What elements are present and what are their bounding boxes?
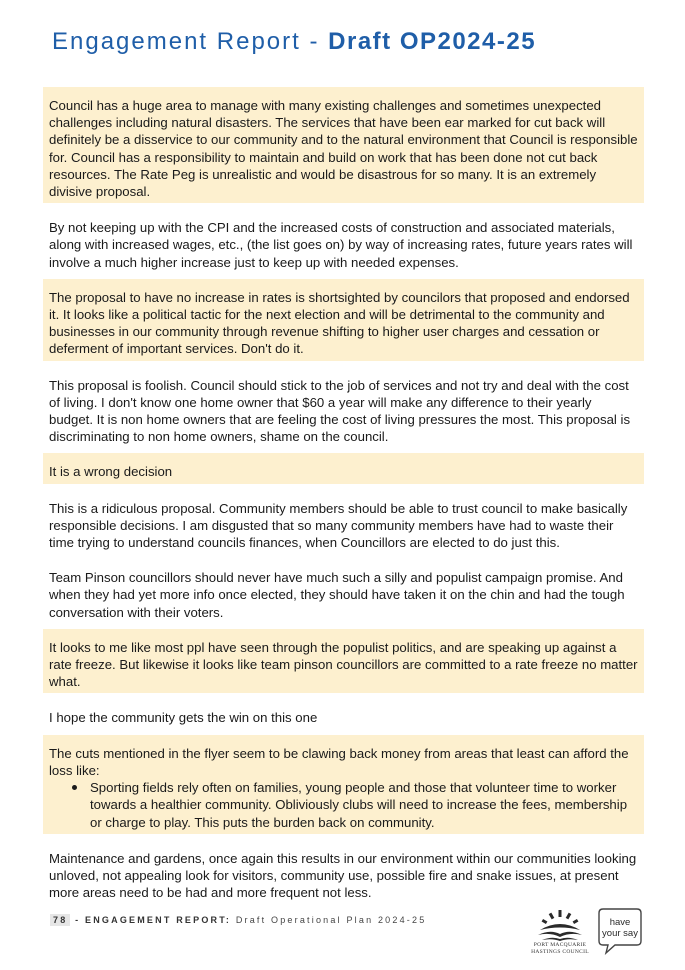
title-bold: Draft OP2024-25 (328, 28, 537, 55)
response-10 (43, 735, 644, 834)
page-footer (50, 915, 426, 925)
response-text: Team Pinson councillors should never have much such a silly and populist campaign promise. And when they had yet more info once elected, they should have taken it on the chin and had the tough conversation with their voters. (49, 570, 625, 620)
council-logo (530, 908, 590, 960)
response-text: This proposal is foolish. Council should stick to the job of services and not try and deal with the cost of living. I don't know one home owner that $60 a year will make any difference to their yearly budget. It is non home owners that are feeling the cost of living pressures the most. This proposal is discriminating to non home owners, shame on the council. (49, 377, 631, 445)
page-number: 78 (50, 914, 70, 926)
response-9 (43, 699, 644, 728)
response-text: It looks to me like most ppl have seen through the populist politics, and are speaking up against a rate freeze. But likewise it looks like team pinson councillors are committed to a rate freeze no matter what. (49, 639, 638, 690)
response-text: Council has a huge area to manage with many existing challenges and sometimes unexpected challenges including natural disasters. The services that have been ear marked for cut back will definitely be a disservice to our community and to the natural environment that Council is responsible for. Council has a responsibility to maintain and build on work that has been done not cut back resources. The Rate Peg is unrealistic and would be disastrous for so many. It is an extremely divisive proposal. (49, 98, 638, 200)
response-3 (43, 279, 644, 361)
council-name-line1: PORT MACQUARIE (533, 942, 587, 948)
council-name-line2: HASTINGS COUNCIL (531, 948, 589, 955)
bullet-item: Sporting fields rely often on families, young people and those that volunteer time to worker towards a healthier community. Obliviously clubs will need to increase the fees, membership or charge to play. This puts the burden back on community. (90, 779, 638, 831)
responses-list (43, 87, 644, 903)
response-8 (43, 629, 644, 694)
response-text: It is a wrong decision (49, 464, 173, 480)
response-text: Maintenance and gardens, once again this results in our environment within our communities looking unloved, not appealing look for visitors, community use, possible fire and snake issues, at present more areas need to be had and more frequent not less. (49, 850, 637, 901)
response-7 (43, 559, 644, 623)
response-text: This is a ridiculous proposal. Community members should be able to trust council to make basically responsible decisions. I am disgusted that so many community members have had to waste their time trying to understand councils finances, when Councillors are elected to do just this. (49, 500, 628, 551)
response-2 (43, 209, 644, 273)
response-text: By not keeping up with the CPI and the increased costs of construction and associated materials, along with increased wages, etc., (the list goes on) by way of increasing rates, future years rates will involve a much higher increase just to keep up with needed expenses. (49, 220, 633, 270)
response-text: I hope the community gets the win on this one (49, 710, 318, 726)
have-your-say-logo (597, 907, 643, 955)
title-light: Engagement Report - (52, 28, 329, 55)
page-title (52, 28, 536, 56)
bullet-list (49, 779, 638, 831)
council-emblem-icon (530, 908, 590, 942)
hys-line2: your say (602, 928, 638, 939)
footer-doc-title: Draft Operational Plan 2024-25 (235, 915, 427, 925)
response-11 (43, 840, 644, 904)
response-text: The cuts mentioned in the flyer seem to be clawing back money from areas that least can afford the loss like: (49, 745, 629, 778)
footer-label: - ENGAGEMENT REPORT: (70, 915, 236, 925)
hys-line1: have (609, 917, 631, 928)
response-1 (43, 87, 644, 203)
response-5 (43, 453, 644, 483)
speech-bubble-icon (597, 907, 643, 955)
response-4 (43, 367, 644, 448)
response-6 (43, 490, 644, 554)
response-text: The proposal to have no increase in rates is shortsighted by councilors that proposed and endorsed it. It looks like a political tactic for the next election and will be detrimental to the community and businesses in our community through revenue shifting to higher user charges and cessation or deferment of important services. Don't do it. (49, 289, 630, 357)
